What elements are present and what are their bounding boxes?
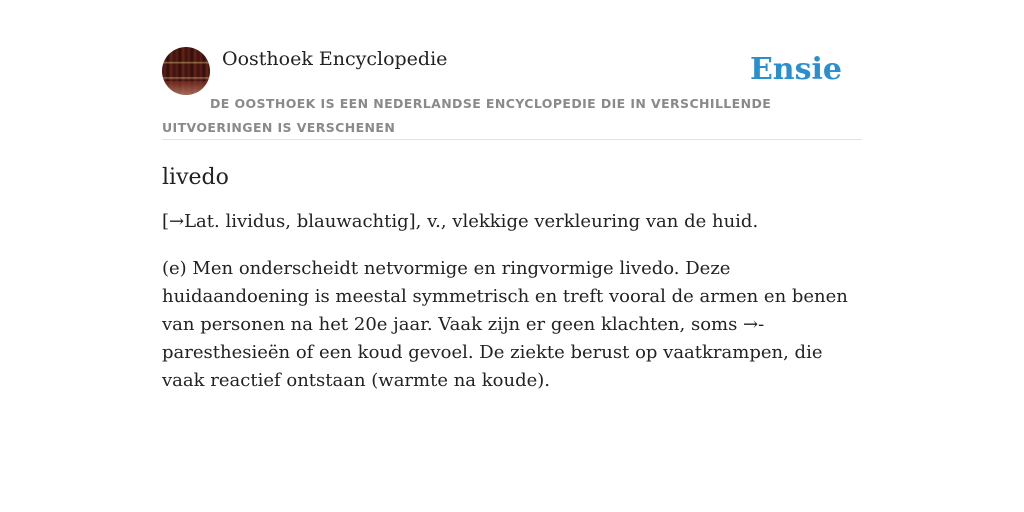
- site-tagline: DE OOSTHOEK IS EEN NEDERLANDSE ENCYCLOPEDIE DIE IN VERSCHILLENDE UITVOERINGEN IS VERSCHENEN: [162, 96, 772, 135]
- entry-content: [162, 162, 862, 414]
- encyclopedia-books-icon[interactable]: [162, 47, 210, 95]
- entry-body: (e) Men onderscheidt netvormige en ringvormige livedo. Deze huidaandoening is meestal symmetrisch en treft vooral de armen en benen van personen na het 20e jaar. Vaak zijn er geen klachten, soms →-paresthesieën of een koud gevoel. De ziekte berust op vaatkrampen, die vaak reactief ontstaan (warmte na koude).: [162, 258, 848, 391]
- entry-title: livedo: [162, 165, 229, 190]
- ensie-logo[interactable]: Ensie: [749, 52, 842, 87]
- entry-definition: [→Lat. lividus, blauwachtig], v., vlekkige verkleuring van de huid.: [162, 211, 759, 232]
- site-name[interactable]: Oosthoek Encyclopedie: [222, 48, 448, 70]
- site-header: [162, 47, 862, 140]
